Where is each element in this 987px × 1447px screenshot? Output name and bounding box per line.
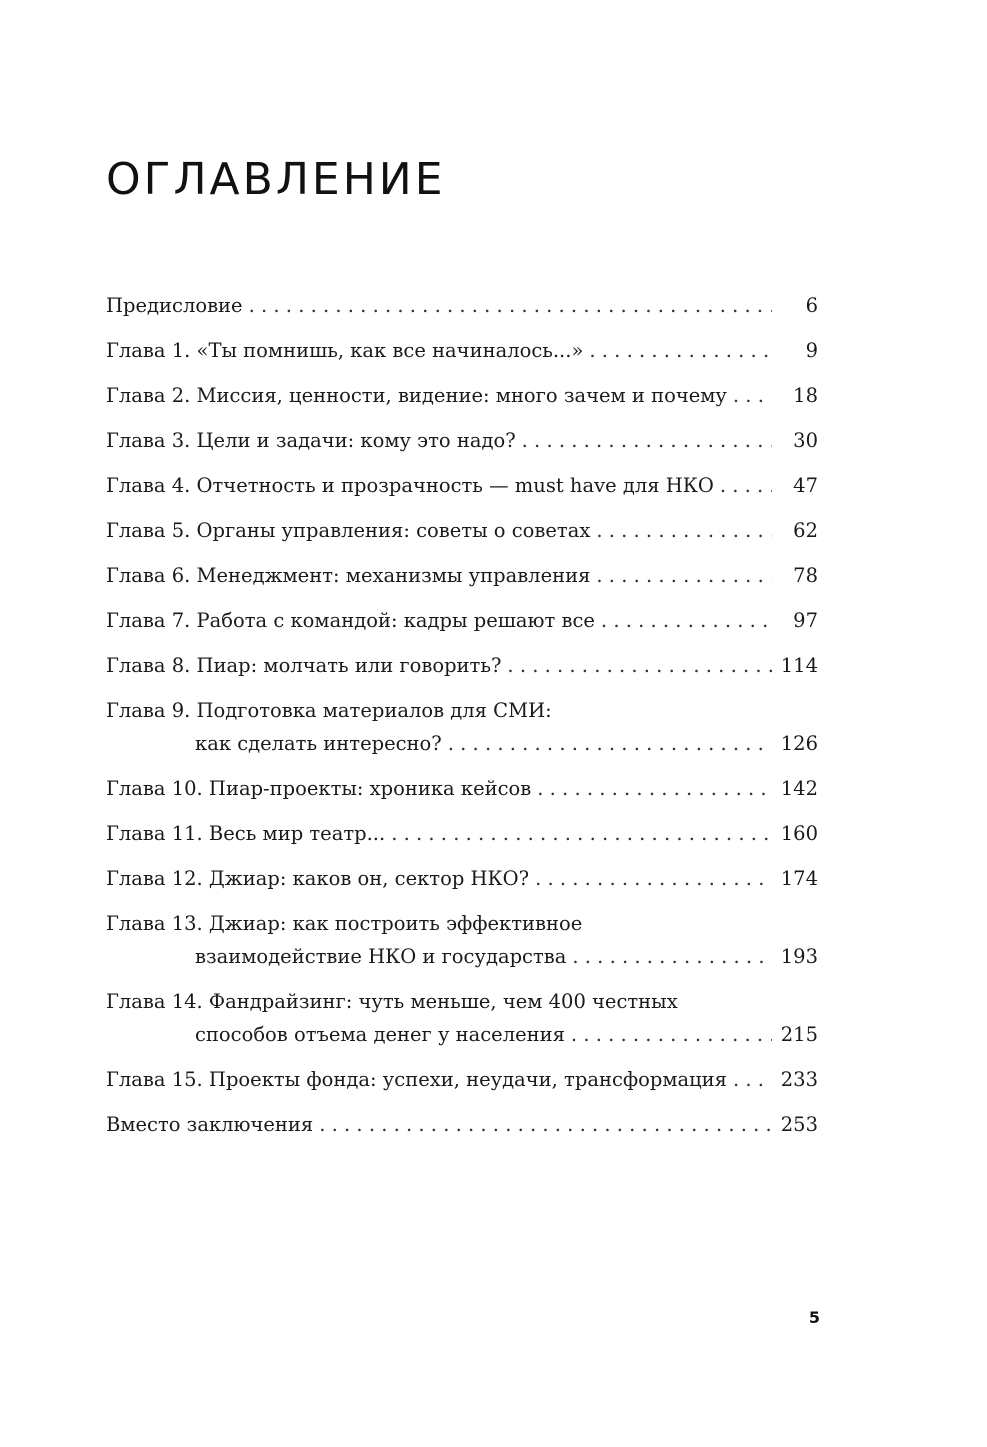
- page-title: ОГЛАВЛЕНИЕ: [106, 154, 446, 205]
- toc-entry-row: [106, 289, 818, 322]
- dot-leader: [601, 604, 772, 637]
- toc-entry: [106, 1063, 818, 1096]
- toc-entry-row: [106, 817, 818, 850]
- dot-leader: [507, 649, 772, 682]
- dot-leader: [249, 289, 772, 322]
- toc-entry-text: как сделать интересно?: [195, 732, 442, 755]
- toc-entry-text: Глава 8. Пиар: молчать или говорить?: [106, 654, 502, 677]
- dot-leader: [535, 862, 772, 895]
- toc-entry-row: [106, 559, 818, 592]
- toc-entry-row: [106, 469, 818, 502]
- dot-leader: [733, 379, 772, 412]
- toc-entry-page: 253: [780, 1113, 818, 1136]
- toc-entry-text: Глава 9. Подготовка материалов для СМИ:: [106, 699, 552, 722]
- toc-entry: [106, 514, 818, 547]
- dot-leader: [572, 940, 772, 973]
- toc-entry: [106, 604, 818, 637]
- toc-entry-row: [106, 604, 818, 637]
- toc-entry-text: Глава 4. Отчетность и прозрачность — must have для НКО: [106, 474, 714, 497]
- dot-leader: [571, 1018, 772, 1051]
- dot-leader: [522, 424, 772, 457]
- toc-entry: [106, 559, 818, 592]
- toc-entry-row: [106, 424, 818, 457]
- toc-entry-text: Глава 1. «Ты помнишь, как все начиналось...»: [106, 339, 584, 362]
- toc-entry-row: [106, 940, 818, 973]
- toc-entry-text: Глава 5. Органы управления: советы о советах: [106, 519, 591, 542]
- toc-entry-row: [106, 649, 818, 682]
- toc-entry-text: Глава 7. Работа с командой: кадры решают все: [106, 609, 595, 632]
- dot-leader: [537, 772, 772, 805]
- toc-entry-row: [106, 379, 818, 412]
- toc-entry-text: Глава 11. Весь мир театр...: [106, 822, 386, 845]
- toc-entry-text: способов отъема денег у населения: [195, 1023, 565, 1046]
- dot-leader: [596, 514, 772, 547]
- dot-leader: [448, 727, 772, 760]
- toc-entry-page: 174: [780, 867, 818, 890]
- toc-entry-page: 97: [793, 609, 818, 632]
- toc-entry-page: 78: [793, 564, 818, 587]
- dot-leader: [720, 469, 772, 502]
- toc-entry-row: [106, 514, 818, 547]
- toc-entry-text: Глава 3. Цели и задачи: кому это надо?: [106, 429, 516, 452]
- page-number: 5: [808, 1308, 820, 1327]
- toc-entry-row: [106, 1063, 818, 1096]
- toc-entry: [106, 772, 818, 805]
- dot-leader: [733, 1063, 772, 1096]
- toc-entry-page: 215: [780, 1023, 818, 1046]
- toc-entry: [106, 334, 818, 367]
- toc-entry-page: 126: [780, 732, 818, 755]
- toc-entry: [106, 817, 818, 850]
- toc-entry-text: Глава 15. Проекты фонда: успехи, неудачи, трансформация: [106, 1068, 727, 1091]
- toc-entry-text: Глава 12. Джиар: каков он, сектор НКО?: [106, 867, 530, 890]
- toc-entry-row: [106, 772, 818, 805]
- toc-entry: [106, 985, 818, 1051]
- dot-leader: [596, 559, 772, 592]
- dot-leader: [589, 334, 772, 367]
- toc-entry-page: 47: [793, 474, 818, 497]
- toc-entry-row: [106, 1018, 818, 1051]
- dot-leader: [319, 1108, 772, 1141]
- toc-entry-text: взаимодействие НКО и государства: [195, 945, 567, 968]
- toc-entry-text: Глава 13. Джиар: как построить эффективное: [106, 912, 583, 935]
- toc-entry-page: 30: [793, 429, 818, 452]
- toc-entry-page: 142: [780, 777, 818, 800]
- toc-entry-row: [106, 727, 818, 760]
- toc-entry: [106, 424, 818, 457]
- toc-entry-row: [106, 862, 818, 895]
- toc-entry: [106, 907, 818, 973]
- toc-entry-text: Глава 2. Миссия, ценности, видение: много зачем и почему: [106, 384, 727, 407]
- toc-entry: [106, 379, 818, 412]
- toc-entry-text: Вместо заключения: [106, 1113, 314, 1136]
- toc-entry-page: 9: [805, 339, 818, 362]
- toc-entry-page: 114: [780, 654, 818, 677]
- toc-entry-text: Глава 10. Пиар-проекты: хроника кейсов: [106, 777, 532, 800]
- toc-entry-row: [106, 1108, 818, 1141]
- toc-entry-text: Глава 6. Менеджмент: механизмы управления: [106, 564, 591, 587]
- toc-entry: [106, 862, 818, 895]
- toc-entry-page: 233: [780, 1068, 818, 1091]
- toc-entry-text: Глава 14. Фандрайзинг: чуть меньше, чем 400 честных: [106, 990, 678, 1013]
- toc-entry-row: [106, 334, 818, 367]
- toc-entry: [106, 469, 818, 502]
- toc-entry: [106, 649, 818, 682]
- toc-entry-page: 18: [793, 384, 818, 407]
- toc-entry: [106, 1108, 818, 1141]
- table-of-contents: [106, 289, 818, 1153]
- toc-entry-page: 160: [780, 822, 818, 845]
- toc-entry-text: Предисловие: [106, 294, 243, 317]
- toc-entry-page: 193: [780, 945, 818, 968]
- toc-entry-page: 6: [805, 294, 818, 317]
- toc-entry: [106, 289, 818, 322]
- toc-entry-page: 62: [793, 519, 818, 542]
- toc-entry: [106, 694, 818, 760]
- dot-leader: [391, 817, 772, 850]
